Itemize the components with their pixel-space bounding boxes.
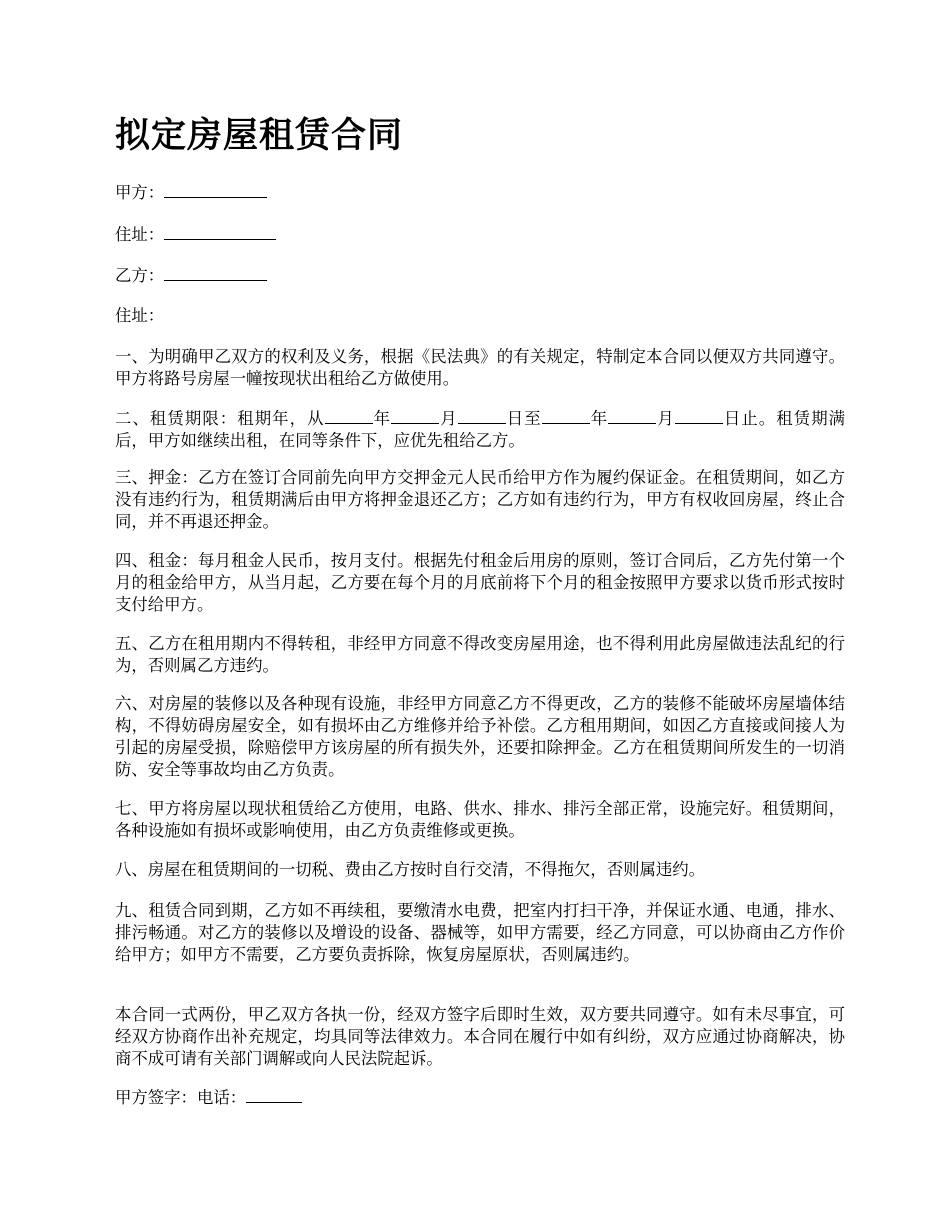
party-b-line <box>115 264 267 287</box>
clause-5: 五、乙方在租用期内不得转租，非经甲方同意不得改变房屋用途，也不得利用此房屋做违法乱纪的行为，否则属乙方违约。 <box>115 634 845 675</box>
party-b-label: 乙方： <box>115 266 165 285</box>
address-a-blank <box>164 223 276 240</box>
address-b-label: 住址： <box>115 306 165 325</box>
party-b-blank <box>164 264 267 281</box>
party-a-blank <box>164 181 267 198</box>
clause-2-blank-2 <box>391 407 439 424</box>
closing-paragraph: 本合同一式两份，甲乙双方各执一份，经双方签字后即时生效，双方要共同遵守。如有未尽事宜，可经双方协商作出补充规定，均具同等法律效力。本合同在履行中如有纠纷，双方应通过协商解决，协商不成可请有关部门调解或向人民法院起诉。 <box>115 1005 845 1068</box>
clause-2-blank-3 <box>458 407 506 424</box>
party-a-line <box>115 181 267 204</box>
party-a-label: 甲方： <box>115 183 165 202</box>
clause-8: 八、房屋在租赁期间的一切税、费由乙方按时自行交清，不得拖欠，否则属违约。 <box>115 860 706 879</box>
clause-2-blank-6 <box>675 407 723 424</box>
address-b-line <box>115 305 164 327</box>
clause-3: 三、押金：乙方在签订合同前先向甲方交押金元人民币给甲方作为履约保证金。在租赁期间，如乙方没有违约行为，租赁期满后由甲方将押金退还乙方；乙方如有违约行为，甲方有权收回房屋，终止合同，并不再退还押金。 <box>115 468 845 531</box>
clause-2-text-5: 年 <box>589 409 609 428</box>
clause-7: 七、甲方将房屋以现状租赁给乙方使用，电路、供水、排水、排污全部正常，设施完好。租赁期间，各种设施如有损坏或影响使用，由乙方负责维修或更换。 <box>115 799 845 840</box>
signature-line <box>115 1086 302 1109</box>
signature-label: 甲方签字：电话： <box>115 1088 247 1107</box>
clause-2-blank-5 <box>608 407 656 424</box>
clause-2 <box>115 407 845 452</box>
clause-2-text-4: 日至 <box>505 409 542 428</box>
clause-2-text-1: 二、租赁期限：租期年，从 <box>115 409 325 428</box>
address-a-line <box>115 223 276 246</box>
clause-1: 一、为明确甲乙双方的权利及义务，根据《民法典》的有关规定，特制定本合同以便双方共同遵守。甲方将路号房屋一幢按现状出租给乙方做使用。 <box>115 347 845 388</box>
document-title: 拟定房屋租赁合同 <box>115 116 404 156</box>
clause-2-text-3: 月 <box>439 409 458 428</box>
clause-4: 四、租金：每月租金人民币，按月支付。根据先付租金后用房的原则，签订合同后，乙方先付第一个月的租金给甲方，从当月起，乙方要在每个月的月底前将下个月的租金按照甲方要求以货币形式按时支付给甲方。 <box>115 551 845 614</box>
clause-6: 六、对房屋的装修以及各种现有设施，非经甲方同意乙方不得更改，乙方的装修不能破坏房屋墙体结构，不得妨碍房屋安全，如有损坏由乙方维修并给予补偿。乙方租用期间，如因乙方直接或间接人为引起的房屋受损，除赔偿甲方该房屋的所有损失外，还要扣除押金。乙方在租赁期间所发生的一切消防、安全等事故均由乙方负责。 <box>115 694 845 779</box>
clause-2-blank-4 <box>542 407 590 424</box>
phone-blank <box>246 1086 302 1103</box>
clause-9: 九、租赁合同到期，乙方如不再续租，要缴清水电费，把室内打扫干净，并保证水通、电通，排水、排污畅通。对乙方的装修以及增设的设备、器械等，如甲方需要，经乙方同意，可以协商由乙方作价给甲方；如甲方不需要，乙方要负责拆除，恢复房屋原状，否则属违约。 <box>115 901 845 964</box>
clause-2-text-6: 月 <box>656 409 675 428</box>
clause-2-text-2: 年 <box>372 409 392 428</box>
clause-2-text-7: 日止。租赁期满后，甲方如继续出租，在同等条件下，应优先租给乙方。 <box>115 409 846 450</box>
address-a-label: 住址： <box>115 225 165 244</box>
clause-2-blank-1 <box>325 407 373 424</box>
